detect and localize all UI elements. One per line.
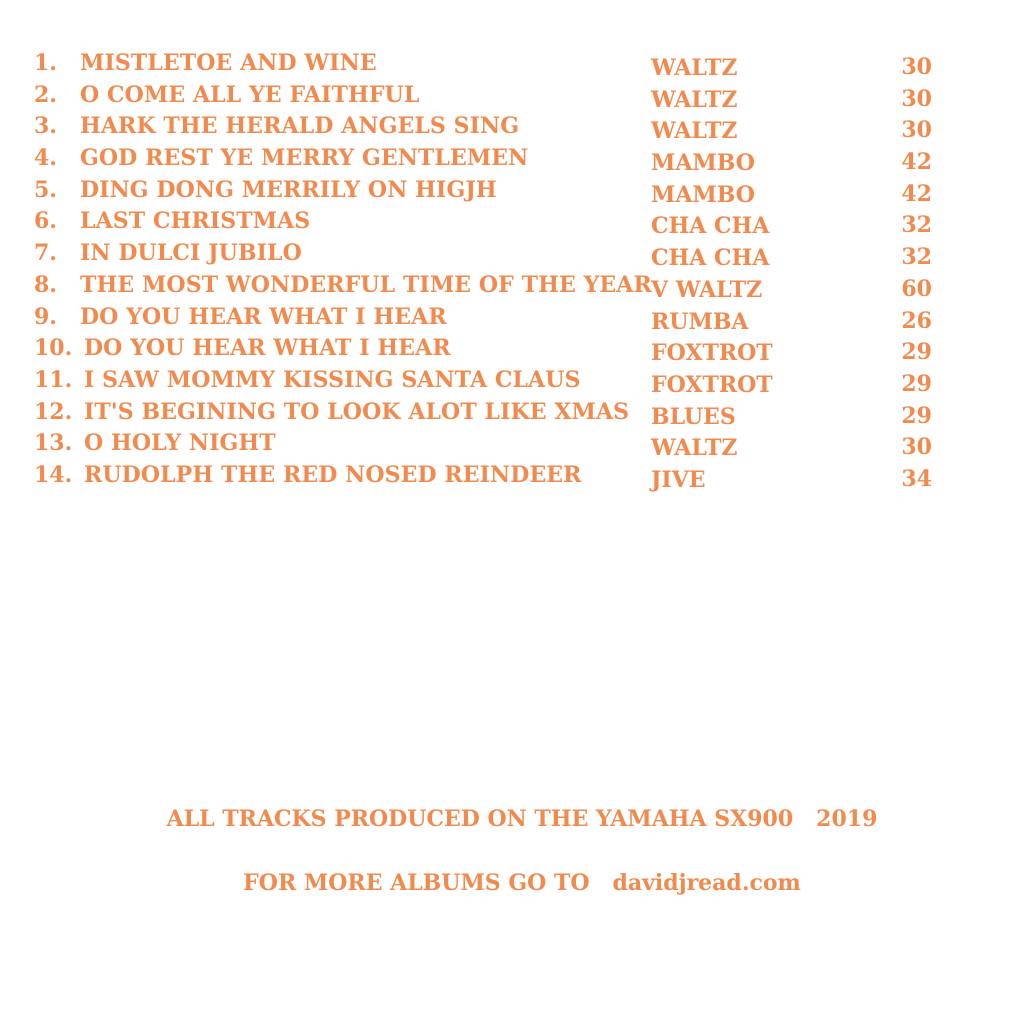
track-tempo: 30	[901, 54, 932, 80]
track-title: I SAW MOMMY KISSING SANTA CLAUS	[84, 366, 581, 393]
track-dance-style: MAMBO	[651, 150, 755, 177]
track-dance-style: CHA CHA	[651, 245, 770, 272]
track-title: O COME ALL YE FAITHFUL	[80, 81, 420, 108]
track-dance-style: V WALTZ	[651, 276, 763, 303]
track-number: 3.	[34, 113, 57, 140]
track-tempo: 42	[901, 149, 932, 176]
track-row	[0, 429, 1024, 461]
track-number: 1.	[34, 50, 57, 76]
track-dance-style: BLUES	[651, 403, 736, 430]
track-number: 11.	[34, 366, 73, 393]
track-dance-style: WALTZ	[651, 118, 738, 145]
track-row	[0, 81, 1024, 113]
track-dance-style: CHA CHA	[651, 213, 770, 240]
track-number: 8.	[34, 271, 57, 298]
track-dance-style: RUMBA	[651, 308, 749, 335]
track-tempo: 32	[901, 212, 932, 239]
track-row	[0, 239, 1024, 271]
track-tempo: 29	[901, 339, 932, 366]
track-row	[0, 112, 1024, 144]
track-tempo: 30	[901, 434, 932, 461]
track-title: THE MOST WONDERFUL TIME OF THE YEAR	[80, 271, 652, 298]
track-row	[0, 366, 1024, 398]
track-title: HARK THE HERALD ANGELS SING	[80, 113, 520, 140]
track-title: IT'S BEGINING TO LOOK ALOT LIKE XMAS	[84, 398, 630, 425]
track-tempo: 29	[901, 402, 932, 429]
track-number: 4.	[34, 145, 57, 172]
track-tempo: 32	[901, 244, 932, 271]
track-number: 12.	[34, 398, 73, 425]
track-dance-style: WALTZ	[651, 86, 738, 113]
track-tempo: 42	[901, 180, 932, 207]
track-title: DO YOU HEAR WHAT I HEAR	[80, 303, 447, 330]
track-number: 9.	[34, 303, 57, 330]
track-row	[0, 49, 1024, 81]
track-row	[0, 334, 1024, 366]
track-number: 14.	[34, 461, 73, 488]
production-credit: ALL TRACKS PRODUCED ON THE YAMAHA SX900 2019	[166, 806, 878, 832]
track-dance-style: FOXTROT	[651, 371, 773, 398]
track-dance-style: FOXTROT	[651, 340, 773, 367]
track-tempo: 30	[901, 117, 932, 144]
track-number: 5.	[34, 176, 57, 203]
track-number: 13.	[34, 430, 73, 457]
track-title: DO YOU HEAR WHAT I HEAR	[84, 335, 451, 362]
track-tempo: 34	[901, 465, 932, 492]
track-list	[0, 49, 1024, 493]
track-row	[0, 271, 1024, 303]
track-title: DING DONG MERRILY ON HIGJH	[80, 176, 497, 203]
track-title: MISTLETOE AND WINE	[80, 50, 377, 76]
track-number: 10.	[34, 335, 73, 362]
more-albums-link-text: FOR MORE ALBUMS GO TO davidjread.com	[243, 870, 801, 896]
track-row	[0, 398, 1024, 430]
track-row	[0, 303, 1024, 335]
track-title: O HOLY NIGHT	[84, 430, 276, 457]
track-dance-style: WALTZ	[651, 435, 738, 462]
track-row	[0, 176, 1024, 208]
track-row	[0, 207, 1024, 239]
track-number: 6.	[34, 208, 57, 235]
track-dance-style: MAMBO	[651, 181, 755, 208]
track-title: RUDOLPH THE RED NOSED REINDEER	[84, 461, 582, 488]
track-dance-style: JIVE	[651, 466, 706, 493]
track-number: 7.	[34, 240, 57, 267]
track-tempo: 30	[901, 85, 932, 112]
track-tempo: 60	[901, 275, 932, 302]
track-number: 2.	[34, 81, 57, 108]
track-row	[0, 461, 1024, 493]
track-title: GOD REST YE MERRY GENTLEMEN	[80, 145, 529, 172]
track-tempo: 29	[901, 370, 932, 397]
track-tempo: 26	[901, 307, 932, 334]
track-row	[0, 144, 1024, 176]
track-dance-style: WALTZ	[651, 55, 738, 81]
track-title: IN DULCI JUBILO	[80, 240, 302, 267]
track-title: LAST CHRISTMAS	[80, 208, 311, 235]
